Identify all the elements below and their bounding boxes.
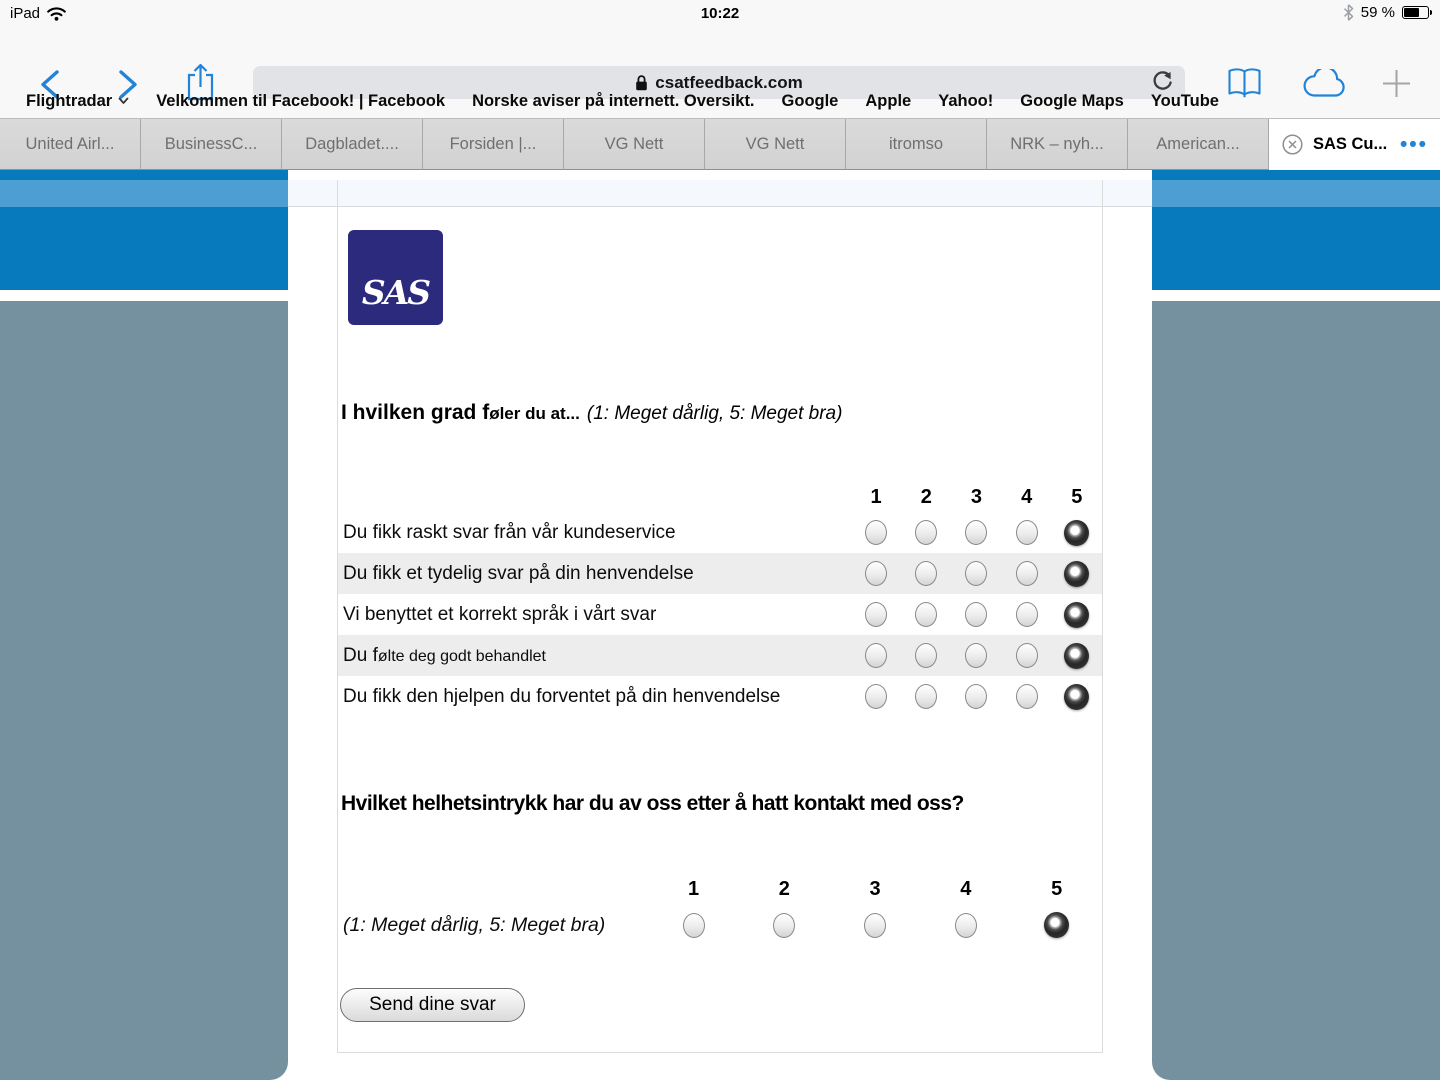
tab-inactive[interactable]: American... bbox=[1128, 119, 1269, 170]
bookmark-label: Velkommen til Facebook! | Facebook bbox=[156, 91, 446, 110]
radio-q2-col1[interactable] bbox=[683, 913, 705, 938]
bookmark-item[interactable] bbox=[156, 92, 445, 111]
radio-cell bbox=[1002, 684, 1052, 709]
scale-cell bbox=[901, 486, 951, 509]
q2-scale-cell bbox=[920, 878, 1011, 901]
scale-number: 4 bbox=[1021, 486, 1033, 508]
table-row bbox=[338, 635, 1102, 676]
radio-q1-row3-col3[interactable] bbox=[965, 602, 987, 627]
radio-cell bbox=[648, 913, 739, 938]
bluetooth-icon bbox=[1343, 4, 1354, 21]
content-column bbox=[288, 170, 1152, 1080]
radio-cell bbox=[1052, 684, 1102, 710]
radio-q1-row4-col5[interactable] bbox=[1064, 643, 1089, 669]
tab-inactive[interactable]: United Airl... bbox=[0, 119, 141, 170]
q2-scale-label: (1: Meget dårlig, 5: Meget bra) bbox=[343, 913, 606, 936]
q2-scale-cell bbox=[739, 878, 830, 901]
scale-number: 1 bbox=[870, 486, 882, 508]
battery-percent: 59 % bbox=[1360, 4, 1395, 21]
radio-q2-col3[interactable] bbox=[864, 913, 886, 938]
radio-q1-row1-col2[interactable] bbox=[915, 520, 937, 545]
scale-cell bbox=[1002, 486, 1052, 509]
radio-cell bbox=[1002, 561, 1052, 586]
radio-q1-row4-col3[interactable] bbox=[965, 643, 987, 668]
radio-q1-row3-col5[interactable] bbox=[1064, 602, 1089, 628]
tab-more-icon[interactable]: ••• bbox=[1399, 132, 1428, 156]
tab-active-label: SAS Cu... bbox=[1313, 135, 1388, 153]
row-label-text: Du fikk raskt svar från vår kundeservice bbox=[343, 521, 676, 543]
radio-cell bbox=[830, 913, 921, 938]
row-label bbox=[338, 645, 851, 667]
radio-q1-row2-col1[interactable] bbox=[865, 561, 887, 586]
radio-cell bbox=[851, 684, 901, 709]
page-background-left bbox=[0, 170, 288, 1080]
radio-cell bbox=[1002, 643, 1052, 668]
scale-cell bbox=[1052, 486, 1102, 509]
scale-number: 1 bbox=[688, 877, 700, 900]
radio-q1-row4-col4[interactable] bbox=[1016, 643, 1038, 668]
radio-cell bbox=[1052, 643, 1102, 669]
radio-q2-col2[interactable] bbox=[773, 913, 795, 938]
tab-inactive[interactable]: VG Nett bbox=[705, 119, 846, 170]
page-background-right bbox=[1152, 170, 1440, 1080]
radio-cell bbox=[1052, 561, 1102, 587]
bookmark-label: YouTube bbox=[1150, 91, 1219, 110]
bookmark-item[interactable] bbox=[1151, 92, 1219, 111]
radio-cell bbox=[851, 520, 901, 545]
table-row bbox=[338, 512, 1102, 553]
scale-number: 2 bbox=[778, 877, 790, 900]
tab-inactive[interactable]: BusinessC... bbox=[141, 119, 282, 170]
radio-cell bbox=[901, 520, 951, 545]
q2-scale-cell bbox=[830, 878, 921, 901]
chevron-down-icon bbox=[118, 97, 129, 105]
overall-rating bbox=[338, 874, 1102, 942]
bookmark-label: Flightradar bbox=[26, 91, 113, 110]
web-page bbox=[0, 170, 1440, 1080]
radio-cell bbox=[901, 684, 951, 709]
radio-cell bbox=[951, 520, 1001, 545]
scale-number: 2 bbox=[920, 486, 932, 508]
q2-scale-cell bbox=[648, 878, 739, 901]
table-row bbox=[338, 676, 1102, 717]
bookmark-label: Google Maps bbox=[1020, 91, 1124, 110]
bookmark-item[interactable] bbox=[472, 92, 754, 111]
radio-cell bbox=[1011, 912, 1102, 938]
row-label-text: Du fikk den hjelpen du forventet på din henvendelse bbox=[343, 685, 781, 707]
tab-bar bbox=[0, 118, 1440, 170]
scale-number: 5 bbox=[1051, 877, 1063, 900]
row-label-text: Du fikk et tydelig svar på din henvendelse bbox=[343, 562, 694, 584]
clock: 10:22 bbox=[700, 5, 740, 22]
survey-form bbox=[337, 180, 1103, 1053]
radio-cell bbox=[951, 684, 1001, 709]
tab-inactive[interactable]: itromso bbox=[846, 119, 987, 170]
tab-active[interactable] bbox=[1269, 119, 1440, 170]
tab-inactive[interactable]: NRK – nyh... bbox=[987, 119, 1128, 170]
tab-inactive[interactable]: Forsiden |... bbox=[423, 119, 564, 170]
bookmark-item[interactable] bbox=[938, 92, 993, 111]
row-label bbox=[338, 522, 851, 544]
radio-cell bbox=[951, 561, 1001, 586]
carrier-label: iPad bbox=[10, 5, 41, 22]
row-label-text-small: ølte deg godt behandlet bbox=[377, 647, 546, 665]
bookmarks-bar bbox=[0, 84, 1440, 118]
bookmark-item[interactable] bbox=[26, 92, 129, 111]
browser-chrome bbox=[0, 0, 1440, 118]
question2-title: Hvilket helhetsintrykk har du av oss etter å hatt kontakt med oss? bbox=[341, 792, 964, 815]
row-label bbox=[338, 563, 851, 585]
radio-cell bbox=[951, 602, 1001, 627]
status-bar bbox=[0, 0, 1440, 28]
safari-toolbar bbox=[0, 28, 1440, 92]
battery-icon bbox=[1402, 6, 1432, 19]
sas-logo: SAS bbox=[348, 230, 443, 325]
radio-q1-row1-col3[interactable] bbox=[965, 520, 987, 545]
rating-table bbox=[338, 483, 1102, 717]
radio-cell bbox=[739, 913, 830, 938]
submit-button[interactable]: Send dine svar bbox=[340, 988, 525, 1022]
radio-q1-row4-col2[interactable] bbox=[915, 643, 937, 668]
radio-cell bbox=[851, 561, 901, 586]
radio-cell bbox=[921, 913, 1012, 938]
radio-q1-row1-col4[interactable] bbox=[1016, 520, 1038, 545]
radio-cell bbox=[901, 561, 951, 586]
scale-number: 3 bbox=[970, 486, 983, 508]
radio-q1-row4-col1[interactable] bbox=[865, 643, 887, 668]
scale-cell bbox=[851, 486, 901, 509]
radio-cell bbox=[1002, 520, 1052, 545]
bookmark-label: Norske aviser på internett. Oversikt. bbox=[472, 91, 755, 110]
radio-q1-row5-col2[interactable] bbox=[915, 684, 937, 709]
radio-q1-row3-col1[interactable] bbox=[865, 602, 887, 627]
row-label bbox=[338, 604, 851, 626]
radio-cell bbox=[901, 643, 951, 668]
radio-q1-row5-col3[interactable] bbox=[965, 684, 987, 709]
radio-q1-row3-col4[interactable] bbox=[1016, 602, 1038, 627]
table-row bbox=[338, 594, 1102, 635]
bookmark-label: Yahoo! bbox=[938, 91, 994, 110]
tab-close-icon[interactable] bbox=[1281, 133, 1304, 156]
radio-q1-row5-col5[interactable] bbox=[1064, 684, 1089, 710]
radio-q1-row1-col1[interactable] bbox=[865, 520, 887, 545]
radio-cell bbox=[851, 602, 901, 627]
bookmark-label: Apple bbox=[865, 91, 912, 110]
row-label-text: Vi benyttet et korrekt språk i vårt svar bbox=[343, 603, 657, 625]
row-label bbox=[338, 686, 851, 708]
q2-scale-cell bbox=[1011, 878, 1102, 901]
url-text: csatfeedback.com bbox=[655, 72, 803, 92]
tab-inactive[interactable]: Dagbladet.... bbox=[282, 119, 423, 170]
radio-cell bbox=[851, 643, 901, 668]
radio-cell bbox=[1052, 520, 1102, 546]
radio-cell bbox=[951, 643, 1001, 668]
q2-radio-row bbox=[338, 908, 1102, 942]
scale-number: 3 bbox=[869, 877, 881, 900]
radio-q1-row2-col3[interactable] bbox=[965, 561, 987, 586]
radio-q1-row2-col2[interactable] bbox=[915, 561, 937, 586]
q2-scale-header bbox=[338, 874, 1102, 904]
radio-q1-row5-col1[interactable] bbox=[865, 684, 887, 709]
radio-q1-row2-col4[interactable] bbox=[1016, 561, 1038, 586]
row-label-text: Du f bbox=[343, 644, 378, 666]
table-row bbox=[338, 553, 1102, 594]
radio-cell bbox=[1052, 602, 1102, 628]
radio-q1-row1-col5[interactable] bbox=[1064, 520, 1089, 546]
scale-cell bbox=[951, 486, 1001, 509]
radio-q1-row5-col4[interactable] bbox=[1016, 684, 1038, 709]
scale-number: 4 bbox=[960, 877, 972, 900]
bookmark-item[interactable] bbox=[782, 92, 839, 111]
tab-inactive[interactable]: VG Nett bbox=[564, 119, 705, 170]
question1-title: I hvilken grad føler du at... (1: Meget dårlig, 5: Meget bra) bbox=[341, 401, 843, 424]
radio-cell bbox=[1002, 602, 1052, 627]
bookmark-item[interactable] bbox=[865, 92, 911, 111]
bookmark-label: Google bbox=[781, 91, 839, 110]
scale-header-row bbox=[338, 483, 1102, 512]
radio-cell bbox=[901, 602, 951, 627]
scale-number: 5 bbox=[1071, 486, 1083, 508]
radio-q1-row3-col2[interactable] bbox=[915, 602, 937, 627]
bookmark-item[interactable] bbox=[1020, 92, 1124, 111]
radio-q2-col4[interactable] bbox=[955, 913, 977, 938]
radio-q2-col5[interactable] bbox=[1044, 912, 1069, 938]
radio-q1-row2-col5[interactable] bbox=[1064, 561, 1089, 587]
